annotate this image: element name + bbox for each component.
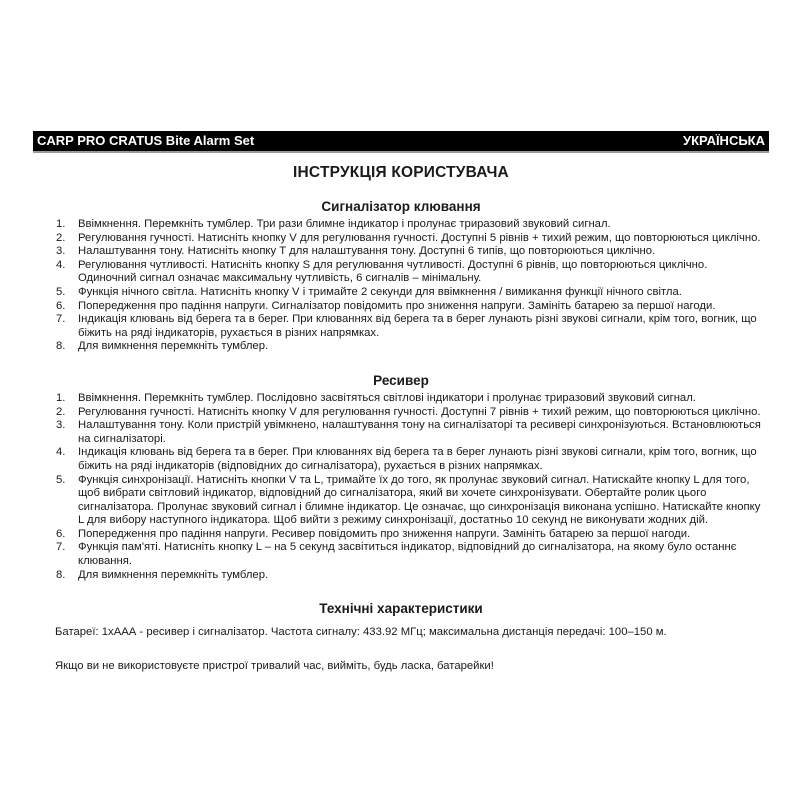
paragraph: Батареї: 1хААА - ресивер і сигналізатор. Частота сигналу: 433.92 МГц; максимальна дистанція передачі: 100–150 м. xyxy=(55,626,667,639)
list-item-number: 1. xyxy=(56,391,66,404)
list-item xyxy=(33,259,769,286)
page-title: ІНСТРУКЦІЯ КОРИСТУВАЧА xyxy=(293,164,509,181)
list-item-text: Налаштування тону. Натисніть кнопку T для налаштування тону. Доступні 6 типів, що повторюються циклічно. xyxy=(78,245,656,258)
list-item-number: 1. xyxy=(56,218,66,230)
paragraph: Якщо ви не використовуєте пристрої тривалий час, вийміть, будь ласка, батарейки! xyxy=(55,659,494,672)
section-heading: Ресивер xyxy=(373,372,429,388)
header-product-name: CARP PRO CRATUS Bite Alarm Set xyxy=(37,133,255,148)
list-item-text: Функція пам'яті. Натисніть кнопку L – на 5 секунд засвітиться індикатор, відповідний до сигналізатора, на якому було останнє клювання. xyxy=(78,541,737,568)
list-item xyxy=(33,245,769,259)
list-item xyxy=(33,541,769,568)
list-item-number: 7. xyxy=(56,541,66,554)
list-item-text: Регулювання гучності. Натисніть кнопку V для регулювання гучності. Доступні 7 рівнів + тихий режим, що повторюються циклічно. xyxy=(78,405,761,418)
list-item-text: Індикація клювань від берега та в берег. При клюваннях від берега та в берег лунають різні звукові сигнали, крім того, вогник, що біжить на ряді індикаторів, рухається в різних напрямках. xyxy=(78,313,757,339)
list-item-number: 8. xyxy=(56,568,66,581)
numbered-list xyxy=(33,392,769,582)
list-item xyxy=(33,392,769,406)
list-item xyxy=(33,474,769,528)
list-item xyxy=(33,300,769,314)
list-item-text: Попередження про падіння напруги. Сигналізатор повідомить про зниження напруги. Замініть батарею за першої нагоди. xyxy=(78,299,716,312)
list-item xyxy=(33,528,769,542)
list-item-text: Функція синхронізації. Натисніть кнопки V та L, тримайте їх до того, як пролунає звуковий сигнал. Натискайте кнопку L для того, щоб вибрати світловий індикатор, відповідний до сигналізатора, який ви хочете синхронізувати. Обертайте ролик цього сигналізатора. Пролунає звуковий сигнал і блимне індикатор. Це означає, що синхронізація виконана успішно. Натискайте кнопку L для вибору наступного індикатора. Щоб вийти з режиму синхронізації, достатньо 10 секунд не виконувати жодних дій. xyxy=(78,473,761,527)
list-item-number: 3. xyxy=(56,419,66,432)
list-item-number: 5. xyxy=(56,285,66,298)
list-item-text: Регулювання гучності. Натисніть кнопку V для регулювання гучності. Доступні 5 рівнів + тихий режим, що повторюються циклічно. xyxy=(78,231,761,244)
list-item xyxy=(33,569,769,583)
section-0 xyxy=(33,199,769,354)
list-item-text: Індикація клювань від берега та в берег. При клюваннях від берега та в берег лунають різні звукові сигнали, крім того, вогник, що біжить на ряді індикаторів (відповідних до сигналізатора), рухається в різних напрямках. xyxy=(78,446,757,472)
section-heading: Сигналізатор клювання xyxy=(321,199,481,214)
list-item xyxy=(33,232,769,246)
list-item-text: Регулювання чутливості. Натисніть кнопку S для регулювання чутливості. Доступні 6 рівнів, що повторюються циклічно. Одиночний сигнал означає максимальну чутливість, 6 сигналів – мінімальну. xyxy=(78,258,708,285)
list-item xyxy=(33,340,769,354)
list-item-text: Для вимкнення перемкніть тумблер. xyxy=(78,568,269,581)
section-1 xyxy=(33,373,769,582)
section-heading: Технічні характеристики xyxy=(319,601,483,617)
list-item xyxy=(33,446,769,473)
list-item-text: Для вимкнення перемкніть тумблер. xyxy=(78,340,269,353)
list-item-number: 6. xyxy=(56,527,66,540)
list-item-number: 4. xyxy=(56,258,66,271)
list-item-text: Ввімкнення. Перемкніть тумблер. Послідовно засвітяться світлові індикатори і пролунає триразовий звуковий сигнал. xyxy=(78,391,696,404)
list-item-number: 5. xyxy=(56,473,66,486)
header-bar xyxy=(33,130,769,153)
section-2 xyxy=(33,601,769,673)
list-item-number: 4. xyxy=(56,446,66,459)
list-item xyxy=(33,406,769,420)
list-item-number: 2. xyxy=(56,231,66,244)
sections-container xyxy=(33,199,769,673)
list-item-text: Ввімкнення. Перемкніть тумблер. Три рази блимне індикатор і пролунає триразовий звуковий сигнал. xyxy=(78,218,611,230)
list-item-number: 3. xyxy=(56,245,66,258)
list-item-text: Функція нічного світла. Натисніть кнопку V і тримайте 2 секунди для ввімкнення / вимикання функції нічного світла. xyxy=(78,285,682,298)
list-item-number: 7. xyxy=(56,313,66,326)
list-item xyxy=(33,218,769,232)
list-item-number: 8. xyxy=(56,340,66,353)
list-item-text: Попередження про падіння напруги. Ресивер повідомить про зниження напруги. Замініть батарею за першої нагоди. xyxy=(78,527,691,540)
list-item xyxy=(33,419,769,446)
list-item xyxy=(33,286,769,300)
list-item xyxy=(33,313,769,340)
list-item-number: 2. xyxy=(56,405,66,418)
list-item-text: Налаштування тону. Коли пристрій увімкнено, налаштування тону на сигналізаторі та ресивері синхронізуються. Встановлюються на сигналізаторі. xyxy=(78,419,761,445)
header-language-label: УКРАЇНСЬКА xyxy=(683,133,765,148)
numbered-list xyxy=(33,218,769,354)
document-content xyxy=(33,164,769,673)
list-item-number: 6. xyxy=(56,299,66,312)
